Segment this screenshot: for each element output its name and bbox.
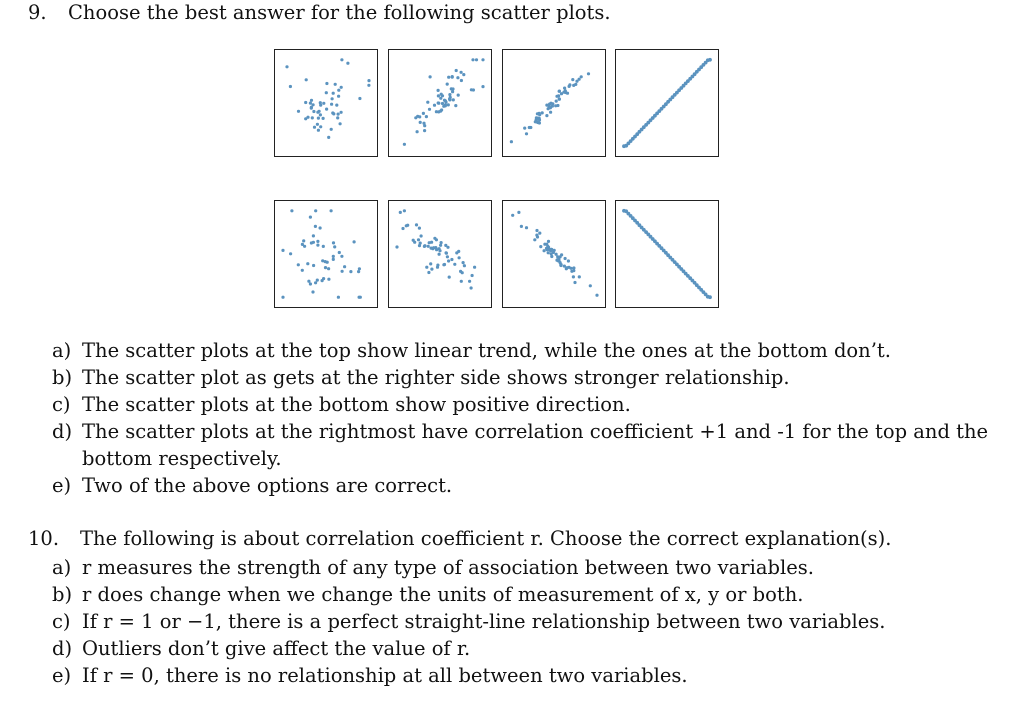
scatter-point	[337, 89, 340, 92]
scatter-point	[580, 75, 583, 78]
scatter-point	[545, 243, 548, 246]
scatter-point	[578, 78, 581, 81]
scatter-point	[339, 122, 342, 125]
scatter-point	[472, 88, 475, 91]
option-label: a)	[52, 556, 72, 579]
scatter-point	[470, 286, 473, 289]
scatter-point	[317, 129, 320, 132]
scatter-point	[549, 102, 552, 105]
scatter-point	[420, 234, 423, 237]
scatter-point	[330, 103, 333, 106]
scatter-point	[337, 296, 340, 299]
option-label: b)	[52, 583, 73, 606]
scatter-point	[578, 275, 581, 278]
scatter-point	[332, 241, 335, 244]
scatter-point	[543, 249, 546, 252]
scatter-point	[462, 73, 465, 76]
scatter-point	[321, 279, 324, 282]
scatter-point	[550, 248, 553, 251]
scatter-point	[547, 240, 550, 243]
scatter-point	[511, 214, 514, 217]
option-label: d)	[52, 420, 73, 443]
scatter-point	[425, 115, 428, 118]
option-label: e)	[52, 474, 72, 497]
scatter-point	[337, 95, 340, 98]
question-10	[28, 527, 891, 550]
scatter-point	[473, 266, 476, 269]
scatter-point	[289, 252, 292, 255]
scatter-point	[435, 238, 438, 241]
option-text: The scatter plots at the top show linear trend, while the ones at the bottom don’t.	[82, 339, 891, 362]
scatter-points	[275, 201, 377, 307]
scatter-point	[312, 110, 315, 113]
scatter-point	[301, 269, 304, 272]
option-label: c)	[52, 610, 71, 633]
scatter-point	[562, 91, 565, 94]
scatter-point	[535, 120, 538, 123]
scatter-plot-grid	[274, 49, 720, 311]
scatter-point	[563, 87, 566, 90]
scatter-point	[325, 108, 328, 111]
scatter-point	[297, 263, 300, 266]
scatter-point	[444, 101, 447, 104]
scatter-point	[560, 253, 563, 256]
scatter-point	[359, 296, 362, 299]
scatter-point	[523, 127, 526, 130]
scatter-point	[536, 235, 539, 238]
scatter-point	[414, 116, 417, 119]
scatter-point	[416, 130, 419, 133]
question-number: 9.	[28, 1, 47, 24]
scatter-point	[453, 263, 456, 266]
scatter-point	[436, 264, 439, 267]
scatter-plot-top-4	[615, 49, 719, 157]
scatter-point	[558, 97, 561, 100]
scatter-point	[535, 229, 538, 232]
scatter-point	[429, 262, 432, 265]
scatter-point	[547, 251, 550, 254]
scatter-point	[456, 76, 459, 79]
scatter-point	[332, 258, 335, 261]
scatter-point	[525, 132, 528, 135]
scatter-point	[337, 113, 340, 116]
scatter-point	[445, 252, 448, 255]
scatter-point	[327, 136, 330, 139]
scatter-point	[332, 255, 335, 258]
scatter-point	[367, 79, 370, 82]
scatter-point	[455, 251, 458, 254]
scatter-point	[340, 111, 343, 114]
scatter-point	[428, 241, 431, 244]
scatter-point	[471, 274, 474, 277]
scatter-point	[281, 296, 284, 299]
scatter-point	[439, 97, 442, 100]
scatter-point	[316, 240, 319, 243]
scatter-point	[412, 239, 415, 242]
scatter-points	[389, 50, 491, 156]
scatter-point	[309, 282, 312, 285]
option-text: If r = 1 or −1, there is a perfect straight-line relationship between two variables.	[82, 610, 886, 633]
scatter-point	[346, 62, 349, 65]
scatter-point	[426, 101, 429, 104]
option-label: a)	[52, 339, 72, 362]
scatter-point	[312, 234, 315, 237]
scatter-point	[538, 232, 541, 235]
scatter-point	[419, 121, 422, 124]
scatter-point	[324, 266, 327, 269]
scatter-point	[458, 256, 461, 259]
scatter-point	[422, 112, 425, 115]
scatter-point	[319, 125, 322, 128]
scatter-point	[459, 270, 462, 273]
scatter-point	[437, 102, 440, 105]
scatter-point	[554, 104, 557, 107]
option-text: Two of the above options are correct.	[82, 474, 453, 497]
option-label: c)	[52, 393, 71, 416]
scatter-point	[567, 259, 570, 262]
scatter-point	[564, 257, 567, 260]
scatter-point	[423, 244, 426, 247]
scatter-point	[471, 58, 474, 61]
scatter-point	[439, 244, 442, 247]
question-prompt: Choose the best answer for the following scatter plots.	[68, 1, 611, 24]
scatter-point	[452, 98, 455, 101]
scatter-point	[340, 86, 343, 89]
scatter-plot-bottom-3	[502, 200, 606, 308]
scatter-point	[322, 102, 325, 105]
scatter-point	[353, 240, 356, 243]
scatter-point	[313, 126, 316, 129]
scatter-point	[311, 290, 314, 293]
scatter-point	[305, 78, 308, 81]
question-9	[28, 1, 611, 24]
option-text: If r = 0, there is no relationship at all between two variables.	[82, 664, 688, 687]
scatter-plot-top-2	[388, 49, 492, 157]
scatter-point	[555, 95, 558, 98]
scatter-point	[595, 294, 598, 297]
scatter-point	[448, 93, 451, 96]
scatter-point	[281, 249, 284, 252]
scatter-point	[423, 129, 426, 132]
scatter-point	[548, 106, 551, 109]
scatter-point	[546, 248, 549, 251]
scatter-points	[616, 201, 718, 307]
scatter-point	[563, 265, 566, 268]
scatter-point	[319, 226, 322, 229]
scatter-points	[503, 201, 605, 307]
option-e[interactable]	[52, 662, 886, 689]
option-label: b)	[52, 366, 73, 389]
scatter-point	[450, 258, 453, 261]
scatter-point	[316, 111, 319, 114]
scatter-point	[460, 79, 463, 82]
scatter-point	[327, 267, 330, 270]
scatter-point	[451, 87, 454, 90]
scatter-point	[317, 117, 320, 120]
scatter-point	[437, 89, 440, 92]
option-text: The scatter plots at the bottom show positive direction.	[82, 393, 631, 416]
scatter-point	[555, 253, 558, 256]
scatter-point	[568, 83, 571, 86]
scatter-point	[589, 284, 592, 287]
scatter-point	[708, 58, 712, 62]
scatter-points	[275, 50, 377, 156]
scatter-point	[399, 211, 402, 214]
scatter-point	[451, 75, 454, 78]
scatter-point	[571, 78, 574, 81]
scatter-point	[430, 268, 433, 271]
scatter-point	[285, 65, 288, 68]
scatter-plot-bottom-1	[274, 200, 378, 308]
option-b[interactable]	[52, 364, 988, 391]
scatter-point	[316, 279, 319, 282]
scatter-point	[441, 102, 444, 105]
scatter-point	[448, 276, 451, 279]
scatter-point	[418, 244, 421, 247]
scatter-point	[448, 97, 451, 100]
option-text: Outliers don’t give affect the value of r.	[82, 637, 471, 660]
scatter-point	[316, 244, 319, 247]
scatter-point	[335, 104, 338, 107]
scatter-point	[428, 108, 431, 111]
scatter-point	[528, 126, 531, 129]
option-b[interactable]	[52, 581, 886, 608]
scatter-point	[325, 91, 328, 94]
scatter-point	[517, 211, 520, 214]
scatter-point	[462, 261, 465, 264]
question-10-options	[52, 554, 886, 689]
scatter-point	[525, 226, 528, 229]
scatter-points	[616, 50, 718, 156]
scatter-point	[549, 111, 552, 114]
scatter-point	[536, 112, 539, 115]
scatter-point	[403, 209, 406, 212]
scatter-point	[349, 270, 352, 273]
scatter-point	[319, 101, 322, 104]
scatter-point	[442, 263, 445, 266]
scatter-point	[367, 84, 370, 87]
scatter-point	[395, 245, 398, 248]
scatter-point	[332, 112, 335, 115]
scatter-point	[341, 270, 344, 273]
scatter-point	[340, 255, 343, 258]
scatter-point	[573, 281, 576, 284]
scatter-point	[322, 117, 325, 120]
scatter-point	[336, 116, 339, 119]
scatter-point	[324, 260, 327, 263]
scatter-point	[535, 116, 538, 119]
scatter-point	[557, 258, 560, 261]
scatter-point	[306, 262, 309, 265]
option-a[interactable]	[52, 337, 988, 364]
scatter-point	[427, 245, 430, 248]
scatter-point	[330, 128, 333, 131]
scatter-point	[316, 123, 319, 126]
scatter-plot-top-3	[502, 49, 606, 157]
scatter-point	[334, 83, 337, 86]
scatter-point	[481, 58, 484, 61]
scatter-point	[446, 83, 449, 86]
scatter-point	[309, 102, 312, 105]
scatter-point	[520, 225, 523, 228]
scatter-point	[310, 99, 313, 102]
option-a[interactable]	[52, 554, 886, 581]
scatter-point	[457, 94, 460, 97]
option-text: r measures the strength of any type of association between two variables.	[82, 556, 814, 579]
scatter-points	[503, 50, 605, 156]
scatter-point	[425, 266, 428, 269]
scatter-point	[418, 115, 421, 118]
scatter-point	[567, 266, 570, 269]
scatter-point	[311, 116, 314, 119]
scatter-point	[468, 280, 471, 283]
scatter-point	[319, 113, 322, 116]
scatter-point	[302, 239, 305, 242]
scatter-point	[446, 246, 449, 249]
scatter-point	[330, 209, 333, 212]
option-d[interactable]	[52, 418, 988, 472]
option-text: r does change when we change the units of measurement of x, y or both.	[82, 583, 804, 606]
scatter-point	[559, 264, 562, 267]
option-e[interactable]	[52, 472, 988, 499]
scatter-point	[309, 216, 312, 219]
scatter-point	[444, 104, 447, 107]
scatter-point	[708, 295, 712, 299]
scatter-point	[314, 209, 317, 212]
scatter-point	[403, 143, 406, 146]
scatter-point	[301, 243, 304, 246]
scatter-point	[314, 281, 317, 284]
scatter-point	[572, 275, 575, 278]
question-number: 10.	[28, 527, 60, 550]
scatter-point	[289, 85, 292, 88]
scatter-plot-top-1	[274, 49, 378, 157]
option-text: The scatter plots at the rightmost have correlation coefficient +1 and -1 for the top and the	[82, 420, 989, 443]
option-label: e)	[52, 664, 72, 687]
scatter-point	[331, 97, 334, 100]
scatter-point	[558, 90, 561, 93]
scatter-point	[475, 58, 478, 61]
scatter-point	[437, 94, 440, 97]
scatter-point	[574, 83, 577, 86]
scatter-point	[322, 245, 325, 248]
option-c[interactable]	[52, 391, 988, 418]
scatter-point	[307, 280, 310, 283]
scatter-point	[447, 103, 450, 106]
scatter-point	[555, 100, 558, 103]
scatter-point	[338, 251, 341, 254]
scatter-point	[357, 270, 360, 273]
question-prompt: The following is about correlation coefficient r. Choose the correct explanation(s).	[80, 527, 892, 550]
scatter-point	[312, 264, 315, 267]
scatter-point	[304, 101, 307, 104]
question-9-options	[52, 337, 988, 499]
scatter-point	[438, 253, 441, 256]
scatter-point	[545, 114, 548, 117]
option-text-continuation: bottom respectively.	[82, 447, 282, 470]
scatter-point	[415, 223, 418, 226]
scatter-point	[297, 110, 300, 113]
scatter-point	[550, 255, 553, 258]
scatter-point	[433, 104, 436, 107]
scatter-point	[439, 110, 442, 113]
scatter-point	[510, 140, 513, 143]
scatter-point	[358, 267, 361, 270]
scatter-point	[572, 269, 575, 272]
scatter-point	[343, 265, 346, 268]
scatter-point	[454, 104, 457, 107]
scatter-point	[440, 241, 443, 244]
scatter-point	[325, 82, 328, 85]
scatter-point	[358, 97, 361, 100]
scatter-point	[314, 225, 317, 228]
option-text: The scatter plot as gets at the righter side shows stronger relationship.	[82, 366, 790, 389]
scatter-point	[312, 241, 315, 244]
scatter-plot-bottom-2	[388, 200, 492, 308]
scatter-point	[401, 227, 404, 230]
scatter-point	[429, 75, 432, 78]
scatter-point	[290, 209, 293, 212]
scatter-point	[460, 280, 463, 283]
scatter-point	[418, 227, 421, 230]
option-d[interactable]	[52, 635, 886, 662]
scatter-point	[427, 271, 430, 274]
scatter-point	[406, 224, 409, 227]
scatter-point	[327, 278, 330, 281]
scatter-point	[455, 69, 458, 72]
scatter-point	[481, 85, 484, 88]
scatter-point	[447, 259, 450, 262]
scatter-point	[446, 255, 449, 258]
scatter-plot-bottom-4	[615, 200, 719, 308]
option-c[interactable]	[52, 608, 886, 635]
scatter-point	[304, 117, 307, 120]
scatter-point	[463, 264, 466, 267]
scatter-point	[340, 58, 343, 61]
scatter-point	[312, 103, 315, 106]
scatter-point	[460, 71, 463, 74]
scatter-points	[389, 201, 491, 307]
scatter-point	[587, 72, 590, 75]
scatter-point	[451, 90, 454, 93]
scatter-point	[332, 92, 335, 95]
scatter-point	[539, 245, 542, 248]
scatter-point	[423, 124, 426, 127]
scatter-point	[533, 238, 536, 241]
scatter-point	[333, 245, 336, 248]
option-label: d)	[52, 637, 73, 660]
scatter-point	[417, 238, 420, 241]
scatter-point	[438, 249, 441, 252]
scatter-point	[434, 246, 437, 249]
scatter-point	[447, 76, 450, 79]
